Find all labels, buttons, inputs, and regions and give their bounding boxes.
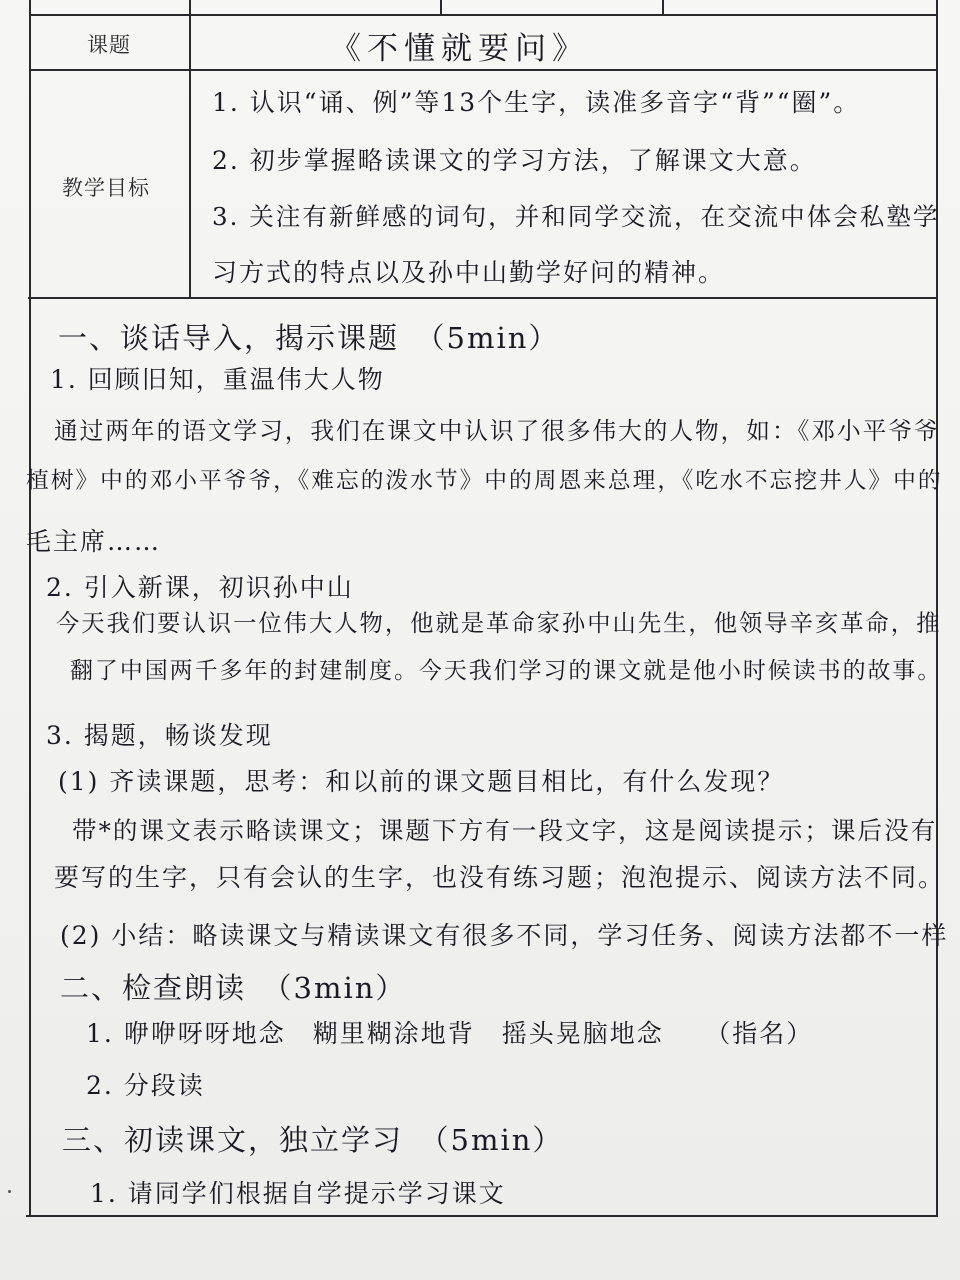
body-line: 要写的生字，只有会认的生字，也没有练习题；泡泡提示、阅读方法不同。 bbox=[54, 863, 946, 892]
table-line-top-col-b bbox=[662, 0, 664, 15]
body-line: 通过两年的语文学习，我们在课文中认识了很多伟大的人物，如：《邓小平爷爷 bbox=[54, 417, 940, 445]
body-line: 2. 分段读 bbox=[86, 1071, 205, 1100]
table-line-bottom bbox=[26, 1215, 938, 1217]
body-line: 1. 咿咿呀呀地念 糊里糊涂地背 摇头晃脑地念 （指名） bbox=[86, 1019, 814, 1048]
body-line: 1. 请同学们根据自学提示学习课文 bbox=[90, 1179, 506, 1208]
objective-2: 2. 初步掌握略读课文的学习方法，了解课文大意。 bbox=[212, 146, 817, 175]
title-label: 课题 bbox=[87, 33, 131, 57]
sub-1-3-heading: 3. 揭题，畅谈发现 bbox=[46, 721, 273, 750]
body-line: 翻了中国两千多年的封建制度。今天我们学习的课文就是他小时候读书的故事。 bbox=[70, 658, 943, 684]
section-3-heading: 三、初读课文，独立学习 （5min） bbox=[62, 1123, 564, 1157]
table-line-col bbox=[189, 0, 191, 298]
body-line: 今天我们要认识一位伟大人物，他就是革命家孙中山先生，他领导辛亥革命，推 bbox=[56, 610, 942, 637]
table-line-top bbox=[30, 14, 936, 16]
objectives-label: 教学目标 bbox=[62, 176, 150, 200]
body-line: (2) 小结：略读课文与精读课文有很多不同，学习任务、阅读方法都不一样 bbox=[60, 921, 949, 950]
objective-1: 1. 认识“诵、例”等13个生字，读准多音字“背”“圈”。 bbox=[212, 88, 861, 117]
body-line: 植树》中的邓小平爷爷，《难忘的泼水节》中的周恩来总理，《吃水不忘挖井人》中的 bbox=[26, 468, 943, 494]
table-line-left bbox=[29, 0, 31, 1217]
sub-1-2-heading: 2. 引入新课，初识孙中山 bbox=[46, 573, 354, 602]
body-line: 带*的课文表示略读课文；课题下方有一段文字，这是阅读提示；课后没有 bbox=[72, 816, 938, 845]
paper-speck bbox=[8, 1190, 11, 1193]
objective-3-cont: 习方式的特点以及孙中山勤学好问的精神。 bbox=[212, 258, 726, 287]
table-line-row2 bbox=[28, 297, 938, 299]
body-line: (1) 齐读课题，思考：和以前的课文题目相比，有什么发现？ bbox=[58, 767, 785, 796]
table-line-row1 bbox=[30, 69, 936, 71]
section-1-heading: 一、谈话导入，揭示课题 （5min） bbox=[58, 321, 560, 355]
section-2-heading: 二、检查朗读 （3min） bbox=[60, 971, 407, 1005]
sub-1-1-heading: 1. 回顾旧知，重温伟大人物 bbox=[50, 365, 385, 394]
body-line: 毛主席…… bbox=[26, 527, 162, 556]
table-line-top-col-a bbox=[440, 0, 442, 15]
objective-3: 3. 关注有新鲜感的词句，并和同学交流，在交流中体会私塾学 bbox=[212, 202, 940, 231]
lesson-title: 《不懂就要问》 bbox=[330, 31, 589, 67]
